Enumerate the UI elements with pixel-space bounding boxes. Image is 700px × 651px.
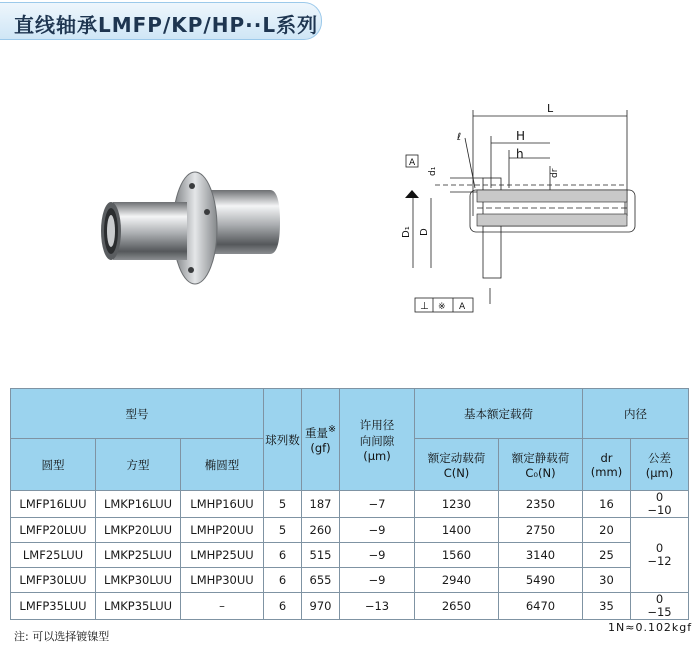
- cell-weight: 970: [302, 593, 340, 620]
- dim-H: H: [516, 129, 526, 143]
- product-photo: [95, 150, 295, 290]
- tolerance-label: 公差: [648, 450, 671, 465]
- col-dynamic-load: [415, 439, 499, 491]
- unit-note: 1N≈0.102kgf: [608, 621, 693, 634]
- tol-bottom: −12: [647, 554, 672, 568]
- cell-dr: 35: [583, 593, 631, 620]
- weight-unit: (gf): [310, 440, 331, 455]
- cell-balls: 6: [264, 543, 302, 568]
- col-clearance: [340, 389, 415, 491]
- dim-h: h: [516, 147, 524, 161]
- dynamic-load-unit: C(N): [443, 465, 470, 480]
- cell-static-load: 2350: [499, 491, 583, 518]
- technical-drawing: [375, 98, 655, 328]
- cell-balls: 5: [264, 518, 302, 543]
- table-row: [11, 491, 689, 518]
- cell-square: LMKP16LUU: [96, 491, 181, 518]
- dynamic-load-label: 额定动载荷: [427, 450, 486, 465]
- col-weight: [302, 389, 340, 491]
- col-dr: [583, 439, 631, 491]
- static-load-unit: C₀(N): [525, 465, 556, 480]
- col-oval: 椭圆型: [181, 439, 264, 491]
- footnote: 注: 可以选择镀镍型: [14, 630, 110, 643]
- dim-D1: D₁: [401, 226, 412, 238]
- cell-weight: 655: [302, 568, 340, 593]
- group-load: 基本额定载荷: [415, 389, 583, 439]
- spec-table: [10, 388, 689, 620]
- dim-D: D: [419, 228, 430, 236]
- cell-square: LMKP25LUU: [96, 543, 181, 568]
- col-tolerance: [631, 439, 689, 491]
- tol-bottom: −10: [647, 503, 672, 517]
- cell-tolerance: [631, 518, 689, 593]
- cell-dynamic-load: 1560: [415, 543, 499, 568]
- clearance-unit: (μm): [363, 448, 391, 463]
- cell-balls: 6: [264, 593, 302, 620]
- cell-dynamic-load: 2940: [415, 568, 499, 593]
- dim-l: ℓ: [457, 132, 462, 143]
- cell-balls: 6: [264, 568, 302, 593]
- cell-oval: LMHP16UU: [181, 491, 264, 518]
- dim-dr: dr: [550, 168, 560, 178]
- cell-weight: 515: [302, 543, 340, 568]
- cell-dynamic-load: 1230: [415, 491, 499, 518]
- cell-clearance: −13: [340, 593, 415, 620]
- cell-dynamic-load: 2650: [415, 593, 499, 620]
- cell-oval: –: [181, 593, 264, 620]
- datum-a-label: A: [409, 158, 416, 168]
- cell-static-load: 5490: [499, 568, 583, 593]
- page-title: 直线轴承LMFP/KP/HP··L系列: [14, 13, 319, 37]
- static-load-label: 额定静载荷: [511, 450, 570, 465]
- col-square: 方型: [96, 439, 181, 491]
- cell-clearance: −9: [340, 543, 415, 568]
- weight-label: 重量: [304, 425, 328, 440]
- cell-dynamic-load: 1400: [415, 518, 499, 543]
- cell-round: LMFP30LUU: [11, 568, 96, 593]
- dim-L: L: [547, 102, 554, 115]
- cell-square: LMKP30LUU: [96, 568, 181, 593]
- title-tab: [0, 2, 322, 40]
- cell-round: LMFP16LUU: [11, 491, 96, 518]
- cell-square: LMKP20LUU: [96, 518, 181, 543]
- weight-mark: ※: [327, 424, 337, 436]
- col-round: 圆型: [11, 439, 96, 491]
- clearance-label-2: 向间隙: [359, 433, 395, 448]
- cell-static-load: 2750: [499, 518, 583, 543]
- group-bore: 内径: [583, 389, 689, 439]
- cell-static-load: 6470: [499, 593, 583, 620]
- cell-balls: 5: [264, 491, 302, 518]
- cell-dr: 30: [583, 568, 631, 593]
- tol-top: 0: [655, 592, 664, 606]
- cell-clearance: −9: [340, 518, 415, 543]
- cell-oval: LMHP30UU: [181, 568, 264, 593]
- table-row: [11, 543, 689, 568]
- dim-d1: d₁: [428, 166, 438, 176]
- tol-datum: A: [459, 302, 466, 312]
- tol-top: 0: [655, 490, 664, 504]
- group-model: 型号: [11, 389, 264, 439]
- tolerance-unit: (μm): [645, 465, 674, 480]
- cell-dr: 20: [583, 518, 631, 543]
- tol-top: 0: [655, 541, 664, 555]
- cell-weight: 187: [302, 491, 340, 518]
- tol-bottom: −15: [647, 605, 672, 619]
- cell-square: LMKP35LUU: [96, 593, 181, 620]
- table-row: [11, 593, 689, 620]
- header-row-1: [11, 389, 689, 439]
- tol-value: ※: [438, 302, 446, 312]
- cell-clearance: −7: [340, 491, 415, 518]
- cell-clearance: −9: [340, 568, 415, 593]
- cell-weight: 260: [302, 518, 340, 543]
- cell-tolerance: [631, 491, 689, 518]
- col-static-load: [499, 439, 583, 491]
- clearance-label-1: 许用径: [359, 417, 395, 432]
- tol-symbol: ⊥: [420, 301, 429, 312]
- cell-round: LMFP35LUU: [11, 593, 96, 620]
- cell-dr: 25: [583, 543, 631, 568]
- dr-label: dr: [600, 450, 613, 465]
- cell-dr: 16: [583, 491, 631, 518]
- cell-round: LMF25LUU: [11, 543, 96, 568]
- cell-round: LMFP20LUU: [11, 518, 96, 543]
- cell-oval: LMHP25UU: [181, 543, 264, 568]
- cell-tolerance: [631, 593, 689, 620]
- table-row: [11, 568, 689, 593]
- cell-oval: LMHP20UU: [181, 518, 264, 543]
- dr-unit: (mm): [590, 464, 623, 479]
- table-row: [11, 518, 689, 543]
- cell-static-load: 3140: [499, 543, 583, 568]
- col-balls: 球列数: [264, 389, 302, 491]
